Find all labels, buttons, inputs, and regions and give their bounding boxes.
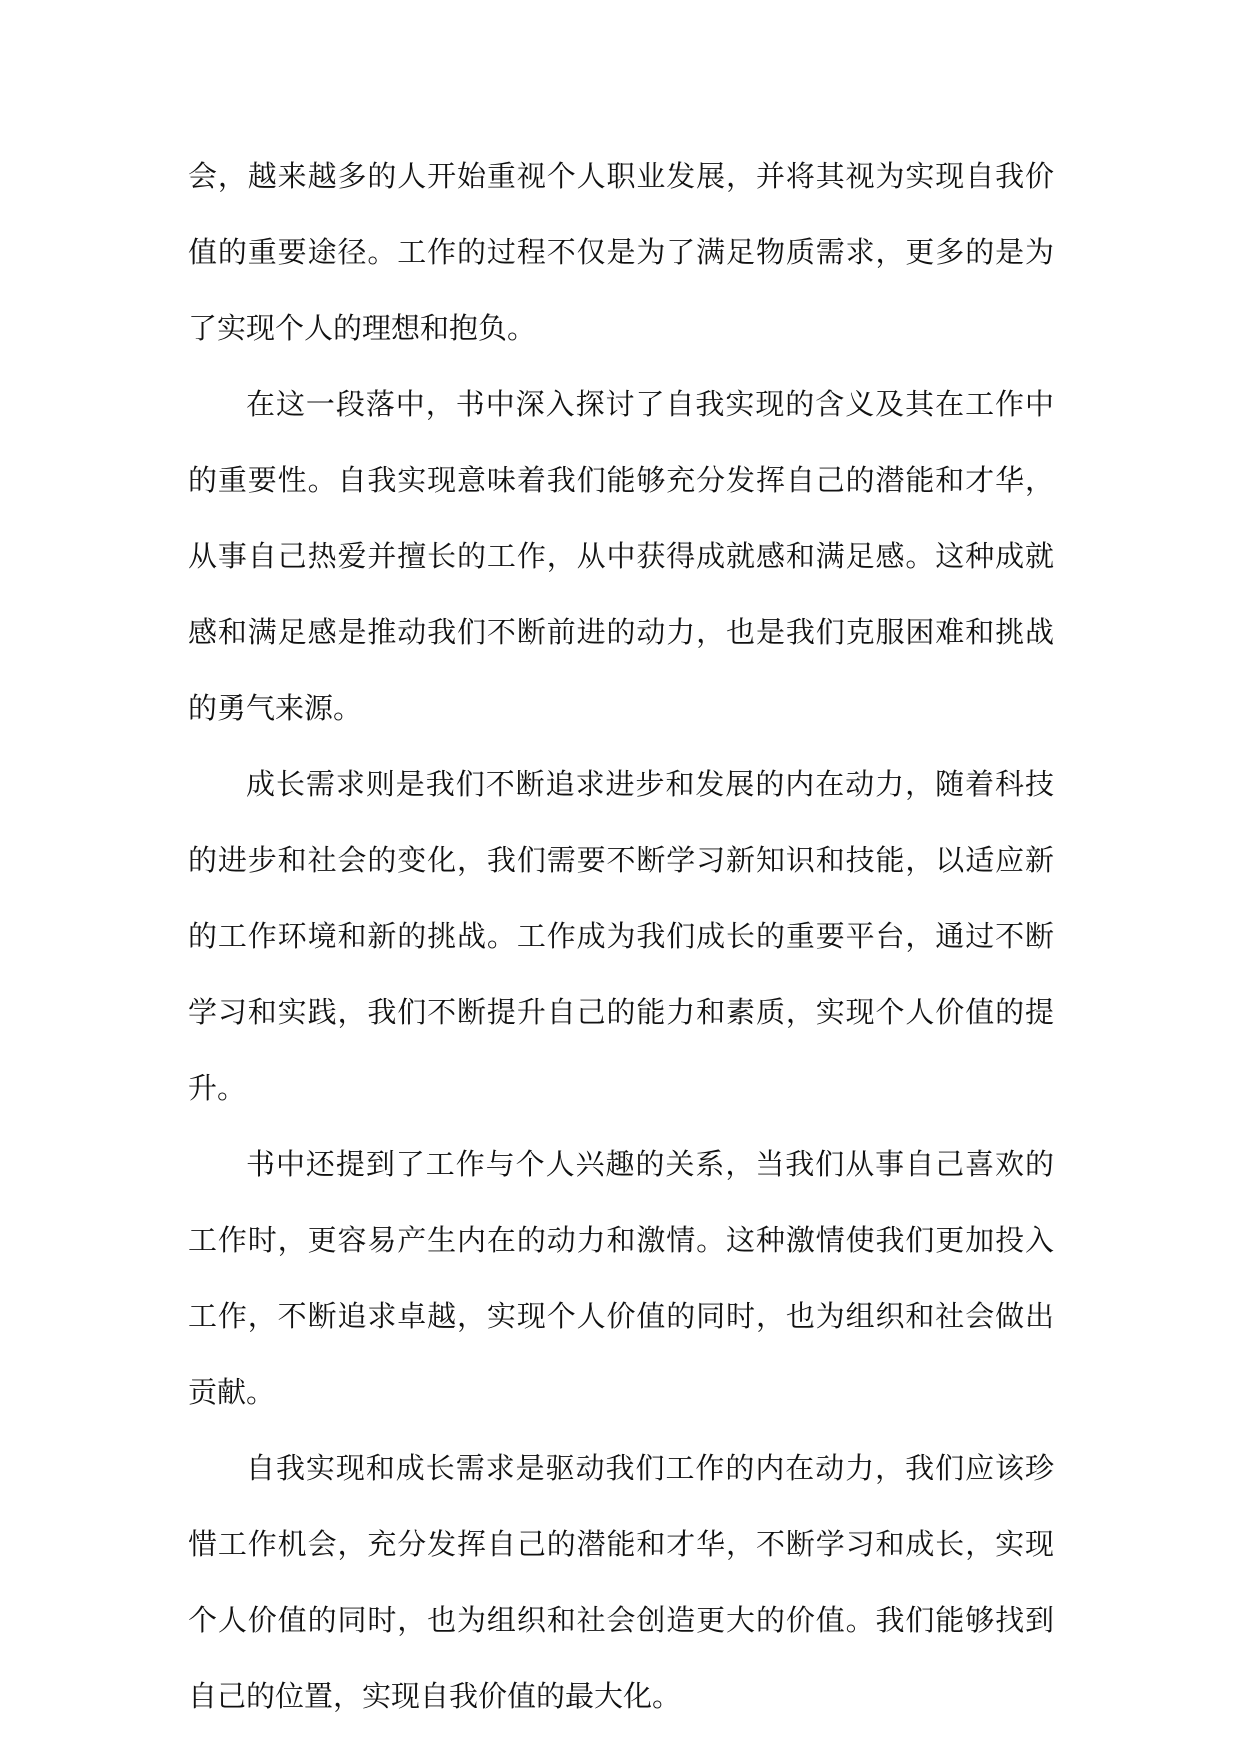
paragraph-continuation: 会，越来越多的人开始重视个人职业发展，并将其视为实现自我价值的重要途径。工作的过程不仅是为了满足物质需求，更多的是为了实现个人的理想和抱负。 <box>188 159 1054 345</box>
paragraph: 书中还提到了工作与个人兴趣的关系，当我们从事自己喜欢的工作时，更容易产生内在的动力和激情。这种激情使我们更加投入工作，不断追求卓越，实现个人价值的同时，也为组织和社会做出贡献。 <box>188 1147 1054 1409</box>
paragraph: 自我实现和成长需求是驱动我们工作的内在动力，我们应该珍惜工作机会，充分发挥自己的潜能和才华，不断学习和成长，实现个人价值的同时，也为组织和社会创造更大的价值。我们能够找到自己的位置，实现自我价值的最大化。 <box>188 1451 1054 1713</box>
paragraph: 在这一段落中，书中深入探讨了自我实现的含义及其在工作中的重要性。自我实现意味着我们能够充分发挥自己的潜能和才华，从事自己热爱并擅长的工作，从中获得成就感和满足感。这种成就感和满足感是推动我们不断前进的动力，也是我们克服困难和挑战的勇气来源。 <box>188 387 1054 725</box>
body-text <box>188 138 1054 1734</box>
paragraph: 成长需求则是我们不断追求进步和发展的内在动力，随着科技的进步和社会的变化，我们需要不断学习新知识和技能，以适应新的工作环境和新的挑战。工作成为我们成长的重要平台，通过不断学习和实践，我们不断提升自己的能力和素质，实现个人价值的提升。 <box>188 767 1054 1105</box>
